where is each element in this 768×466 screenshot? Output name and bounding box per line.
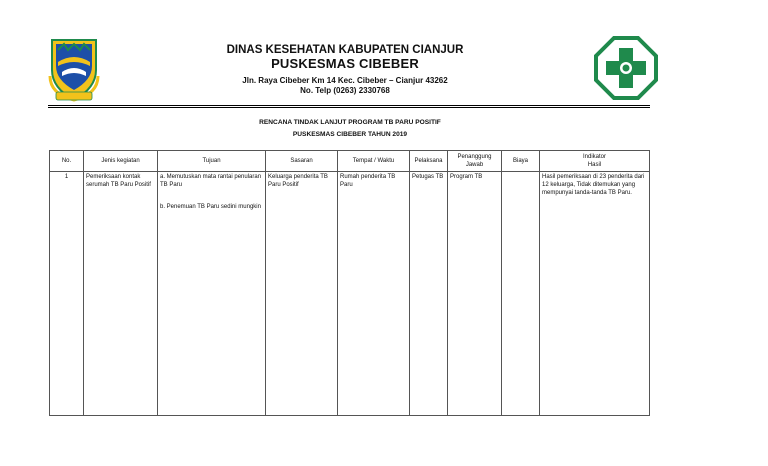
col-sasaran: Sasaran [266,151,338,172]
tujuan-item-b: b. Penemuan TB Paru sedini mungkin [160,204,261,211]
col-jenis-kegiatan: Jenis kegiatan [84,151,158,172]
unit-name: PUSKESMAS CIBEBER [271,56,419,71]
col-no: No. [50,151,84,172]
document-title: RENCANA TINDAK LANJUT PROGRAM TB PARU POSITIF [259,119,441,126]
col-penanggung-line1: Penanggung [457,153,492,160]
col-penanggung-jawab [448,151,502,172]
header-divider-thin [48,107,650,108]
col-indikator-line2: Hasil [587,162,602,168]
cell-pelaksana: Petugas TB [410,172,448,416]
col-indikator-hasil [540,151,650,172]
col-penanggung-line2: Jawab [465,162,484,168]
phone-line: No. Telp (0263) 2330768 [300,86,390,95]
col-pelaksana: Pelaksana [410,151,448,172]
cell-sasaran: Keluarga penderita TB Paru Positif [266,172,338,416]
cell-tujuan [158,172,266,416]
table-header-row [50,151,650,172]
header-divider [48,105,650,106]
cianjur-emblem-logo [48,36,100,104]
cell-jenis-kegiatan: Pemeriksaan kontak serumah TB Paru Positif [84,172,158,416]
col-tempat-waktu: Tempat / Waktu [338,151,410,172]
address-line: Jln. Raya Cibeber Km 14 Kec. Cibeber – Cianjur 43262 [242,76,448,85]
cell-tempat-waktu: Rumah penderita TB Paru [338,172,410,416]
cell-biaya [502,172,540,416]
cell-no: 1 [50,172,84,416]
col-tujuan: Tujuan [158,151,266,172]
document-subtitle: PUSKESMAS CIBEBER TAHUN 2019 [292,131,408,138]
cell-indikator-hasil: Hasil pemeriksaan di 23 penderita dari 12 keluarga, Tidak ditemukan yang mempunyai tanda-tanda TB Paru. [540,172,650,416]
puskesmas-logo [594,36,658,100]
col-indikator-line1: Indikator [582,153,606,160]
col-biaya: Biaya [502,151,540,172]
agency-name: DINAS KESEHATAN KABUPATEN CIANJUR [226,44,464,56]
tujuan-item-a: a. Memutuskan mata rantai penularan TB Paru [160,174,262,189]
cell-penanggung-jawab: Program TB [448,172,502,416]
action-plan-table [49,150,650,416]
table-row [50,172,650,416]
